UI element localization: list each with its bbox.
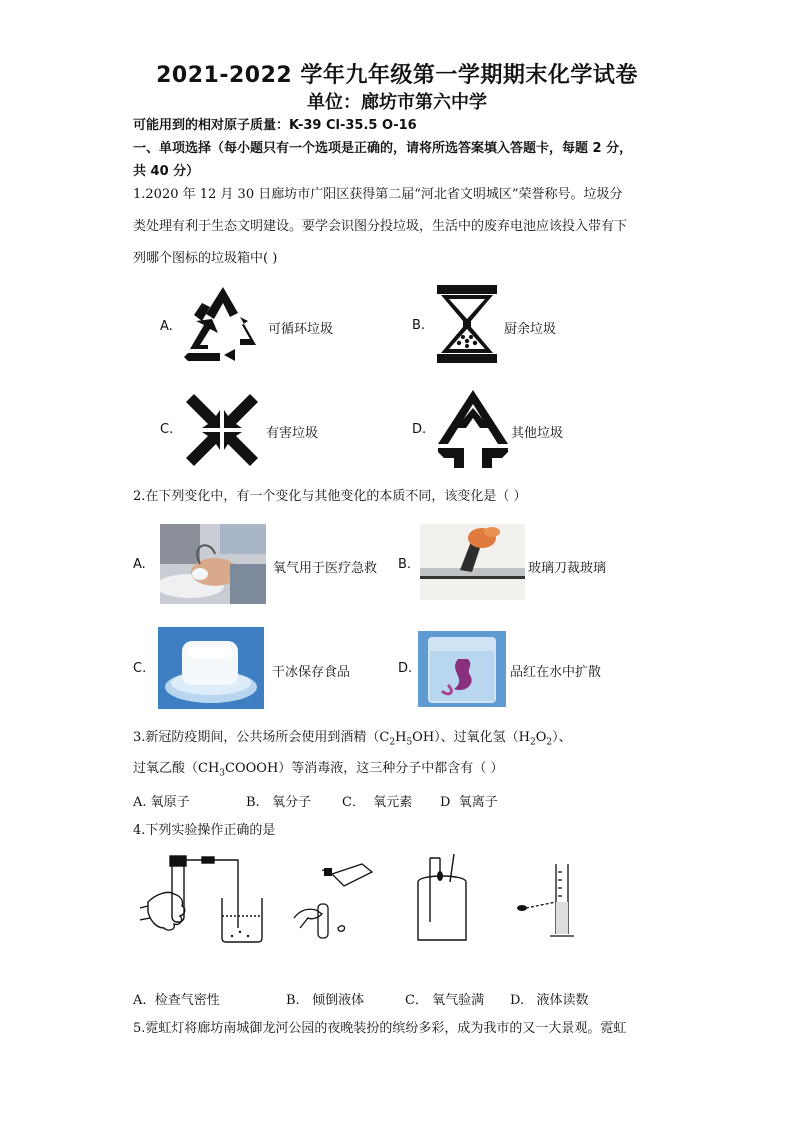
q3-line1-part: 3.新冠防疫期间，公共场所会使用到酒精（C: [133, 730, 390, 745]
q3-option-a: [133, 791, 190, 810]
dry-ice-photo: [158, 627, 264, 709]
q4-option-text: 氧气验满: [432, 993, 485, 1008]
q1-option-c-text: 有害垃圾: [266, 426, 319, 441]
q2-option-d-text: 品红在水中扩散: [510, 665, 602, 680]
q2-option-c-text: 干冰保存食品: [272, 665, 351, 680]
q2-option-c-letter: C.: [133, 661, 147, 676]
q3-option-text: 氧分子: [272, 795, 312, 810]
q5-stem-line1: 5.霓虹灯将廊坊南城御龙河公园的夜晚装扮的缤纷多彩，成为我市的又一大景观。霓虹: [133, 1021, 627, 1036]
q3-line1-sub: 2: [546, 737, 553, 748]
q4-option-b: [286, 989, 364, 1008]
q4-option-text: 倾倒液体: [312, 993, 365, 1008]
q3-option-letter: C．: [342, 795, 365, 810]
q3-option-letter: A.: [133, 795, 147, 810]
q1-stem-line3: 列哪个图标的垃圾箱中( ): [133, 251, 278, 266]
recycle-icon: [180, 283, 266, 365]
q4-option-letter: C．: [405, 993, 428, 1008]
q3-line1-part: ）、: [552, 730, 572, 745]
q3-line1-part: H: [395, 730, 407, 745]
atomic-mass-line: 可能用到的相对原子质量：K-39 Cl-35.5 O-16: [133, 118, 417, 133]
q3-line1-sub: 2: [530, 737, 536, 748]
q3-line1-sub: 5: [406, 737, 413, 748]
q1-option-d-text: 其他垃圾: [511, 426, 564, 441]
q3-option-b: [246, 791, 311, 810]
q1-option-b-letter: B.: [412, 318, 426, 333]
q3-option-letter: B.: [246, 795, 260, 810]
medical-oxygen-photo: [160, 524, 266, 604]
glass-cutter-photo: [420, 524, 525, 600]
oxygen-check-diagram: [410, 852, 474, 944]
q2-option-b-letter: B.: [398, 557, 412, 572]
q3-option-text: 氧原子: [150, 795, 190, 810]
q1-option-d-letter: D.: [412, 422, 427, 437]
q4-option-text: 液体读数: [536, 993, 589, 1008]
magenta-diffusion-photo: [418, 631, 506, 707]
q3-line2-part: 过氧乙酸（CH: [133, 761, 220, 776]
q3-option-c: [342, 791, 412, 810]
q3-line1-part: O: [535, 730, 547, 745]
q1-stem-line2: 类处理有利于生态文明建设。要学会识图分投垃圾，生活中的废弃电池应该投入带有下: [133, 219, 628, 234]
q4-option-letter: D.: [510, 993, 525, 1008]
airtightness-check-diagram: [140, 850, 270, 946]
q3-option-d: [440, 791, 498, 810]
read-liquid-volume-diagram: [512, 862, 576, 942]
q3-option-letter: D: [440, 795, 451, 810]
kitchen-waste-icon: [435, 283, 499, 365]
q1-option-c-letter: C.: [160, 422, 174, 437]
q3-stem-line2: [133, 760, 503, 783]
q4-option-c: [405, 989, 484, 1008]
q2-option-d-letter: D.: [398, 661, 413, 676]
q3-option-text: 氧元素: [373, 795, 413, 810]
other-waste-icon: [436, 388, 510, 470]
hazardous-waste-icon: [182, 390, 262, 470]
q2-option-a-letter: A.: [133, 557, 146, 572]
q4-option-letter: A.: [133, 993, 147, 1008]
pour-liquid-diagram: [292, 858, 382, 942]
school-unit: 单位：廊坊市第六中学: [307, 92, 487, 113]
q3-stem-line1: [133, 729, 572, 752]
q4-stem: 4.下列实验操作正确的是: [133, 823, 276, 838]
q1-option-a-letter: A.: [160, 319, 173, 334]
q1-option-b-text: 厨余垃圾: [504, 322, 557, 337]
section-heading-line2: 共 40 分）: [133, 164, 200, 179]
q2-option-a-text: 氧气用于医疗急救: [273, 561, 378, 576]
q2-stem: 2.在下列变化中，有一个变化与其他变化的本质不同，该变化是（ ）: [133, 489, 527, 504]
q4-option-d: [510, 989, 589, 1008]
q2-option-b-text: 玻璃刀裁玻璃: [528, 561, 607, 576]
q3-line2-sub: 3: [219, 768, 226, 779]
q1-option-a-text: 可循环垃圾: [268, 322, 334, 337]
q4-option-a: [133, 989, 220, 1008]
q3-option-text: 氧离子: [458, 795, 498, 810]
q1-stem-line1: 1.2020 年 12 月 30 日廊坊市广阳区获得第二届“河北省文明城区”荣誉称号。垃圾分: [133, 187, 623, 202]
q4-option-text: 检查气密性: [154, 993, 220, 1008]
section-heading-line1: 一、单项选择（每小题只有一个选项是正确的，请将所选答案填入答题卡，每题 2 分，: [133, 141, 633, 156]
q3-line1-sub: 2: [389, 737, 396, 748]
q4-option-letter: B.: [286, 993, 300, 1008]
q3-line2-part: COOOH）等消毒液，这三种分子中都含有（ ）: [225, 761, 504, 776]
exam-title: 2021-2022 学年九年级第一学期期末化学试卷: [156, 63, 638, 88]
q3-line1-part: OH）、过氧化氢（H: [412, 730, 531, 745]
